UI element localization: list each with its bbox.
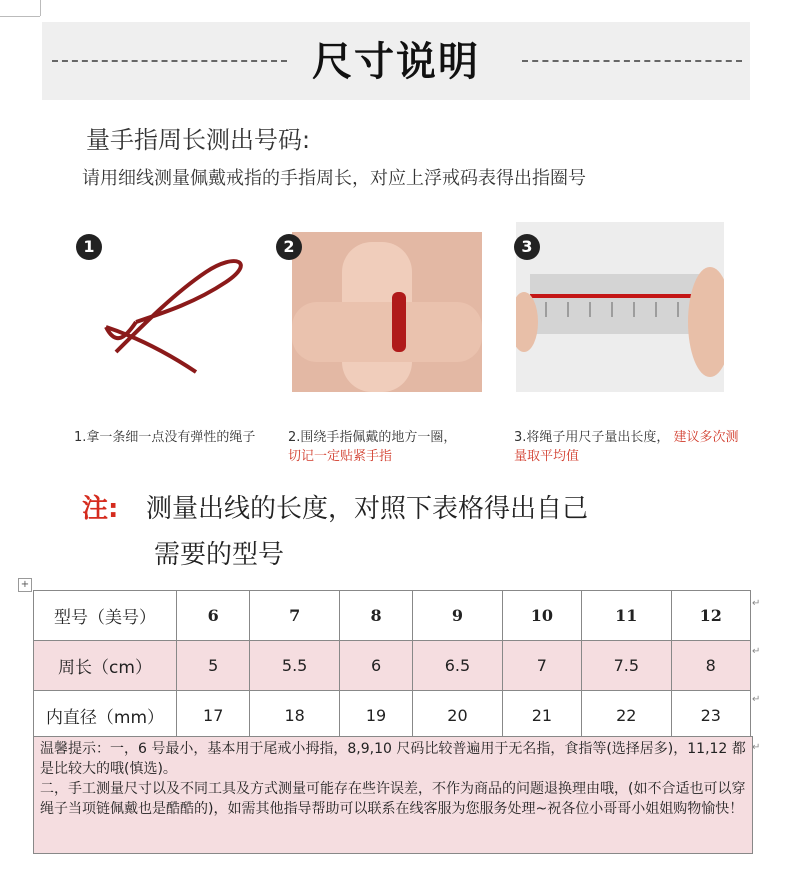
circumference-cell: 8: [671, 641, 750, 691]
step3-ruler-photo: [516, 222, 724, 392]
circumference-cell: 6: [339, 641, 412, 691]
note-line2: 需要的型号: [154, 540, 285, 570]
cell-end-mark: ↵: [752, 742, 761, 753]
circumference-cell: 7.5: [582, 641, 671, 691]
note-line1: 测量出线的长度，对照下表格得出自己: [146, 494, 589, 524]
page-corner-mark: [40, 0, 41, 16]
size-row: [34, 591, 751, 641]
cell-end-mark: ↵: [752, 646, 761, 657]
circumference-cell: 6.5: [413, 641, 502, 691]
size-cell: 12: [671, 591, 750, 641]
red-string-illustration: [86, 212, 256, 402]
step2-caption-warning: 切记一定贴紧手指: [288, 449, 393, 464]
size-cell: 6: [177, 591, 250, 641]
circumference-row: [34, 641, 751, 691]
header-band: [42, 22, 750, 100]
step1-caption-text: 1.拿一条细一点没有弹性的绳子: [74, 430, 256, 445]
step2-finger-photo: [292, 232, 482, 392]
circumference-row-label: 周长（cm）: [34, 641, 177, 691]
size-cell: 10: [502, 591, 581, 641]
size-table: [33, 590, 751, 741]
diameter-cell: 17: [177, 691, 250, 741]
step1-number: 1: [76, 234, 102, 260]
cell-end-mark: ↵: [752, 694, 761, 705]
size-guide-image: [42, 22, 750, 584]
step2-number: 2: [276, 234, 302, 260]
diameter-cell: 23: [671, 691, 750, 741]
size-cell: 7: [250, 591, 339, 641]
circumference-cell: 7: [502, 641, 581, 691]
circumference-cell: 5: [177, 641, 250, 691]
size-cell: 11: [582, 591, 671, 641]
step3-caption: [514, 428, 739, 466]
measure-heading: 量手指周长测出号码:: [86, 126, 311, 154]
size-row-label: 型号（美号）: [34, 591, 177, 641]
header-dash-right: [522, 60, 742, 62]
step2-caption: [288, 428, 508, 466]
diameter-cell: 18: [250, 691, 339, 741]
cell-end-mark: ↵: [752, 598, 761, 609]
diameter-row: [34, 691, 751, 741]
step2-caption-text: 2.围绕手指佩戴的地方一圈，: [288, 430, 457, 445]
step1-string-photo: [86, 212, 256, 402]
diameter-cell: 21: [502, 691, 581, 741]
table-move-handle[interactable]: +: [18, 578, 32, 592]
diameter-cell: 22: [582, 691, 671, 741]
step1-caption: [74, 428, 284, 447]
tips-box[interactable]: [33, 736, 753, 854]
tips-paragraph-1: 温馨提示：一，6 号最小，基本用于尾戒小拇指，8,9,10 尺码比较普遍用于无名指，食指等(选择居多)，11,12 都是比较大的哦(慎选)。: [40, 741, 746, 777]
finger-wrap-illustration: [292, 232, 482, 392]
tips-paragraph-2: 二，手工测量尺寸以及不同工具及方式测量可能存在些许误差，不作为商品的问题退换理由哦，(如不合适也可以穿绳子当项链佩戴也是酷酷的)，如需其他指导帮助可以联系在线客服为您服务处理~祝各位小哥哥小姐姐购物愉快！: [40, 781, 746, 817]
size-cell: 9: [413, 591, 502, 641]
size-cell: 8: [339, 591, 412, 641]
circumference-cell: 5.5: [250, 641, 339, 691]
measure-subtext: 请用细线测量佩戴戒指的手指周长，对应上浮戒码表得出指圈号: [82, 168, 586, 189]
note-label: 注:: [82, 494, 119, 524]
step3-caption-text: 3.将绳子用尺子量出长度，: [514, 430, 670, 445]
diameter-row-label: 内直径（mm）: [34, 691, 177, 741]
page-corner-mark-horizontal: [0, 16, 40, 17]
step3-number: 3: [514, 234, 540, 260]
diameter-cell: 20: [413, 691, 502, 741]
ruler-illustration: [516, 222, 724, 392]
page-title: 尺寸说明: [312, 39, 480, 85]
diameter-cell: 19: [339, 691, 412, 741]
step3-caption-advice: 建议多次测量取平均值: [514, 430, 739, 464]
